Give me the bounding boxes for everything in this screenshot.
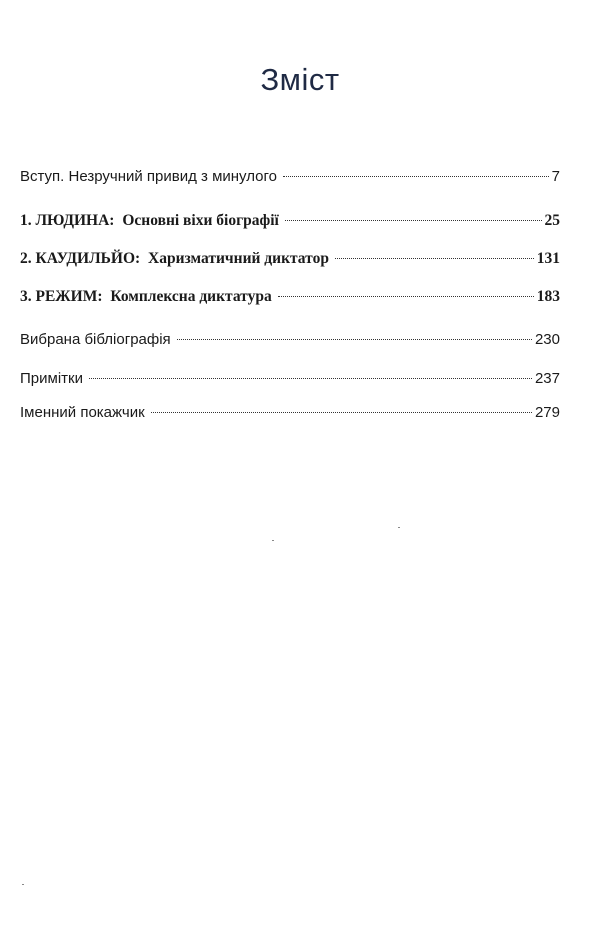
toc-entry-page: 183 [536, 288, 560, 305]
toc-entry-page: 7 [551, 168, 560, 185]
dot-leader [285, 220, 542, 221]
toc-entry-label: Іменний покажчик [20, 404, 145, 421]
page-title: Зміст [260, 62, 340, 97]
toc-entry-bibliography[interactable] [20, 331, 560, 348]
toc-entry-label [20, 212, 279, 230]
toc-entry-index[interactable] [20, 404, 560, 421]
toc-chapter-title: 3. РЕЖИМ: [20, 288, 103, 305]
toc-entry-label: Вибрана бібліографія [20, 331, 171, 348]
toc-chapter-subtitle: Основні віхи біографії [122, 212, 279, 229]
toc-entry-label: Вступ. Незручний привид з минулого [20, 168, 277, 185]
dot-leader [177, 339, 532, 340]
toc-entry-label [20, 288, 272, 306]
toc-entry-page: 230 [534, 331, 560, 348]
toc-entry-chapter-1[interactable] [20, 212, 560, 230]
toc-entry-introduction[interactable] [20, 168, 560, 185]
paper-speck [272, 540, 274, 541]
toc-chapter-subtitle: Харизматичний диктатор [148, 250, 329, 267]
toc-entry-notes[interactable] [20, 370, 560, 387]
toc-entry-chapter-3[interactable] [20, 288, 560, 306]
toc-chapter-title: 1. ЛЮДИНА: [20, 212, 115, 229]
toc-entry-chapter-2[interactable] [20, 250, 560, 268]
toc-entry-page: 25 [544, 212, 560, 229]
toc-entry-label [20, 250, 329, 268]
dot-leader [89, 378, 532, 379]
paper-speck [22, 884, 24, 885]
dot-leader [283, 176, 549, 177]
paper-speck [398, 527, 400, 528]
dot-leader [278, 296, 534, 297]
toc-entry-label: Примітки [20, 370, 83, 387]
toc-entry-page: 131 [536, 250, 560, 267]
toc-chapter-title: 2. КАУДИЛЬЙО: [20, 250, 141, 267]
dot-leader [151, 412, 532, 413]
toc-chapter-subtitle: Комплексна диктатура [110, 288, 272, 305]
toc-entry-page: 279 [534, 404, 560, 421]
dot-leader [335, 258, 534, 259]
toc-entry-page: 237 [534, 370, 560, 387]
